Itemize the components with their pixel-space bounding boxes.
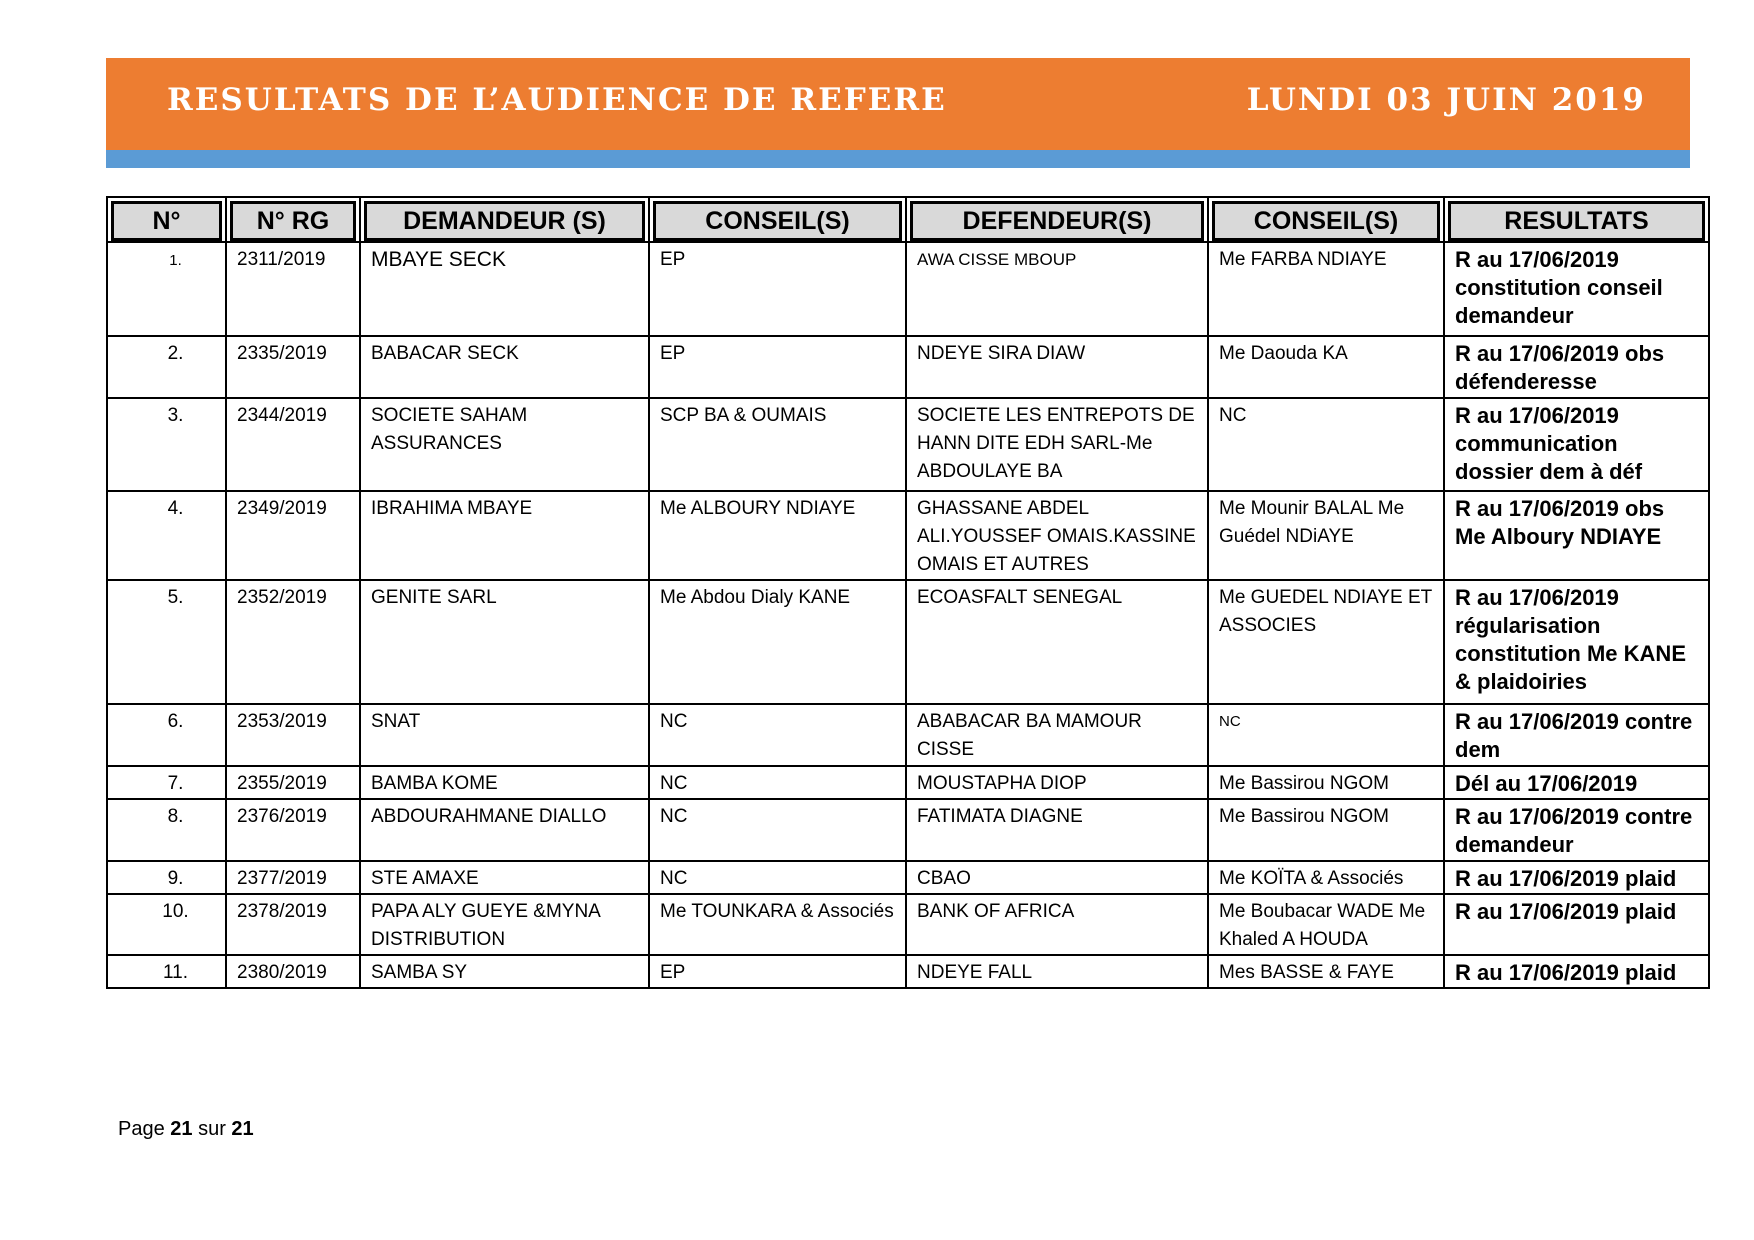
row-conseil-dem: EP	[649, 242, 906, 336]
row-defendeur: SOCIETE LES ENTREPOTS DE HANN DITE EDH SARL-Me ABDOULAYE BA	[906, 398, 1208, 491]
row-conseil-def: Me Bassirou NGOM	[1208, 766, 1444, 799]
row-demandeur: SNAT	[360, 704, 649, 766]
header-cell-rg: N° RG	[226, 197, 360, 242]
row-defendeur: CBAO	[906, 861, 1208, 894]
row-rg: 2353/2019	[226, 704, 360, 766]
row-number: 3.	[107, 398, 226, 491]
row-rg: 2355/2019	[226, 766, 360, 799]
row-defendeur: GHASSANE ABDEL ALI.YOUSSEF OMAIS.KASSINE OMAIS ET AUTRES	[906, 491, 1208, 580]
header-cell-num: N°	[107, 197, 226, 242]
footer-total-pages: 21	[231, 1118, 254, 1140]
footer-middle: sur	[192, 1118, 232, 1140]
table-row	[107, 580, 1709, 704]
table-row	[107, 491, 1709, 580]
table-row	[107, 704, 1709, 766]
header-cell-defendeur: DEFENDEUR(S)	[906, 197, 1208, 242]
row-defendeur: FATIMATA DIAGNE	[906, 799, 1208, 861]
table-row	[107, 861, 1709, 894]
row-conseil-def: Me Boubacar WADE Me Khaled A HOUDA	[1208, 894, 1444, 955]
row-resultat: R au 17/06/2019 obs défenderesse	[1444, 336, 1709, 398]
row-rg: 2352/2019	[226, 580, 360, 704]
row-demandeur: SOCIETE SAHAM ASSURANCES	[360, 398, 649, 491]
row-defendeur: NDEYE FALL	[906, 955, 1208, 988]
table-row	[107, 955, 1709, 988]
row-defendeur: AWA CISSE MBOUP	[906, 242, 1208, 336]
row-rg: 2376/2019	[226, 799, 360, 861]
row-demandeur: BABACAR SECK	[360, 336, 649, 398]
row-defendeur: MOUSTAPHA DIOP	[906, 766, 1208, 799]
row-demandeur: GENITE SARL	[360, 580, 649, 704]
row-conseil-dem: EP	[649, 336, 906, 398]
row-number: 1.	[107, 242, 226, 336]
row-resultat: R au 17/06/2019 plaid	[1444, 955, 1709, 988]
footer-current-page: 21	[170, 1118, 193, 1140]
header-cell-conseil-def: CONSEIL(S)	[1208, 197, 1444, 242]
row-rg: 2344/2019	[226, 398, 360, 491]
row-conseil-def: NC	[1208, 398, 1444, 491]
row-demandeur: STE AMAXE	[360, 861, 649, 894]
row-number: 10.	[107, 894, 226, 955]
row-rg: 2380/2019	[226, 955, 360, 988]
row-number: 6.	[107, 704, 226, 766]
row-defendeur: BANK OF AFRICA	[906, 894, 1208, 955]
table-row	[107, 894, 1709, 955]
table-row	[107, 799, 1709, 861]
row-conseil-dem: NC	[649, 861, 906, 894]
row-rg: 2311/2019	[226, 242, 360, 336]
row-number: 8.	[107, 799, 226, 861]
row-number: 9.	[107, 861, 226, 894]
table-header-row	[107, 197, 1709, 242]
row-number: 5.	[107, 580, 226, 704]
header-cell-demandeur: DEMANDEUR (S)	[360, 197, 649, 242]
row-conseil-def: Me Daouda KA	[1208, 336, 1444, 398]
row-number: 2.	[107, 336, 226, 398]
row-conseil-dem: NC	[649, 799, 906, 861]
row-conseil-dem: Me Abdou Dialy KANE	[649, 580, 906, 704]
footer-prefix: Page	[118, 1118, 171, 1140]
row-resultat: R au 17/06/2019 plaid	[1444, 861, 1709, 894]
header-cell-resultats: RESULTATS	[1444, 197, 1709, 242]
row-number: 7.	[107, 766, 226, 799]
table-row	[107, 242, 1709, 336]
results-table	[106, 196, 1710, 989]
row-conseil-dem: EP	[649, 955, 906, 988]
row-conseil-def: Me KOÏTA & Associés	[1208, 861, 1444, 894]
row-number: 11.	[107, 955, 226, 988]
row-conseil-def: Me GUEDEL NDIAYE ET ASSOCIES	[1208, 580, 1444, 704]
row-demandeur: ABDOURAHMANE DIALLO	[360, 799, 649, 861]
row-conseil-dem: NC	[649, 704, 906, 766]
row-conseil-dem: Me TOUNKARA & Associés	[649, 894, 906, 955]
row-conseil-def: Me FARBA NDIAYE	[1208, 242, 1444, 336]
row-conseil-dem: SCP BA & OUMAIS	[649, 398, 906, 491]
page-title: RESULTATS DE L’AUDIENCE DE REFERE	[167, 82, 947, 118]
row-resultat: R au 17/06/2019 obs Me Alboury NDIAYE	[1444, 491, 1709, 580]
row-demandeur: MBAYE SECK	[360, 242, 649, 336]
row-conseil-dem: Me ALBOURY NDIAYE	[649, 491, 906, 580]
page-footer	[118, 1118, 254, 1141]
row-conseil-dem: NC	[649, 766, 906, 799]
row-demandeur: PAPA ALY GUEYE &MYNA DISTRIBUTION	[360, 894, 649, 955]
table-row	[107, 766, 1709, 799]
row-resultat: R au 17/06/2019 contre demandeur	[1444, 799, 1709, 861]
hearing-date: LUNDI 03 JUIN 2019	[1246, 82, 1646, 118]
row-demandeur: IBRAHIMA MBAYE	[360, 491, 649, 580]
row-rg: 2349/2019	[226, 491, 360, 580]
row-defendeur: ECOASFALT SENEGAL	[906, 580, 1208, 704]
row-defendeur: NDEYE SIRA DIAW	[906, 336, 1208, 398]
header-cell-conseil-dem: CONSEIL(S)	[649, 197, 906, 242]
header-stripe	[106, 150, 1690, 168]
table-row	[107, 398, 1709, 491]
row-number: 4.	[107, 491, 226, 580]
row-resultat: R au 17/06/2019 plaid	[1444, 894, 1709, 955]
row-rg: 2378/2019	[226, 894, 360, 955]
row-conseil-def: NC	[1208, 704, 1444, 766]
row-resultat: Dél au 17/06/2019	[1444, 766, 1709, 799]
table-row	[107, 336, 1709, 398]
row-resultat: R au 17/06/2019 constitution conseil demandeur	[1444, 242, 1709, 336]
row-rg: 2335/2019	[226, 336, 360, 398]
row-resultat: R au 17/06/2019 contre dem	[1444, 704, 1709, 766]
row-resultat: R au 17/06/2019 régularisation constitution Me KANE & plaidoiries	[1444, 580, 1709, 704]
row-defendeur: ABABACAR BA MAMOUR CISSE	[906, 704, 1208, 766]
row-demandeur: BAMBA KOME	[360, 766, 649, 799]
row-conseil-def: Mes BASSE & FAYE	[1208, 955, 1444, 988]
row-conseil-def: Me Mounir BALAL Me Guédel NDiAYE	[1208, 491, 1444, 580]
row-conseil-def: Me Bassirou NGOM	[1208, 799, 1444, 861]
row-demandeur: SAMBA SY	[360, 955, 649, 988]
row-rg: 2377/2019	[226, 861, 360, 894]
row-resultat: R au 17/06/2019 communication dossier dem à déf	[1444, 398, 1709, 491]
